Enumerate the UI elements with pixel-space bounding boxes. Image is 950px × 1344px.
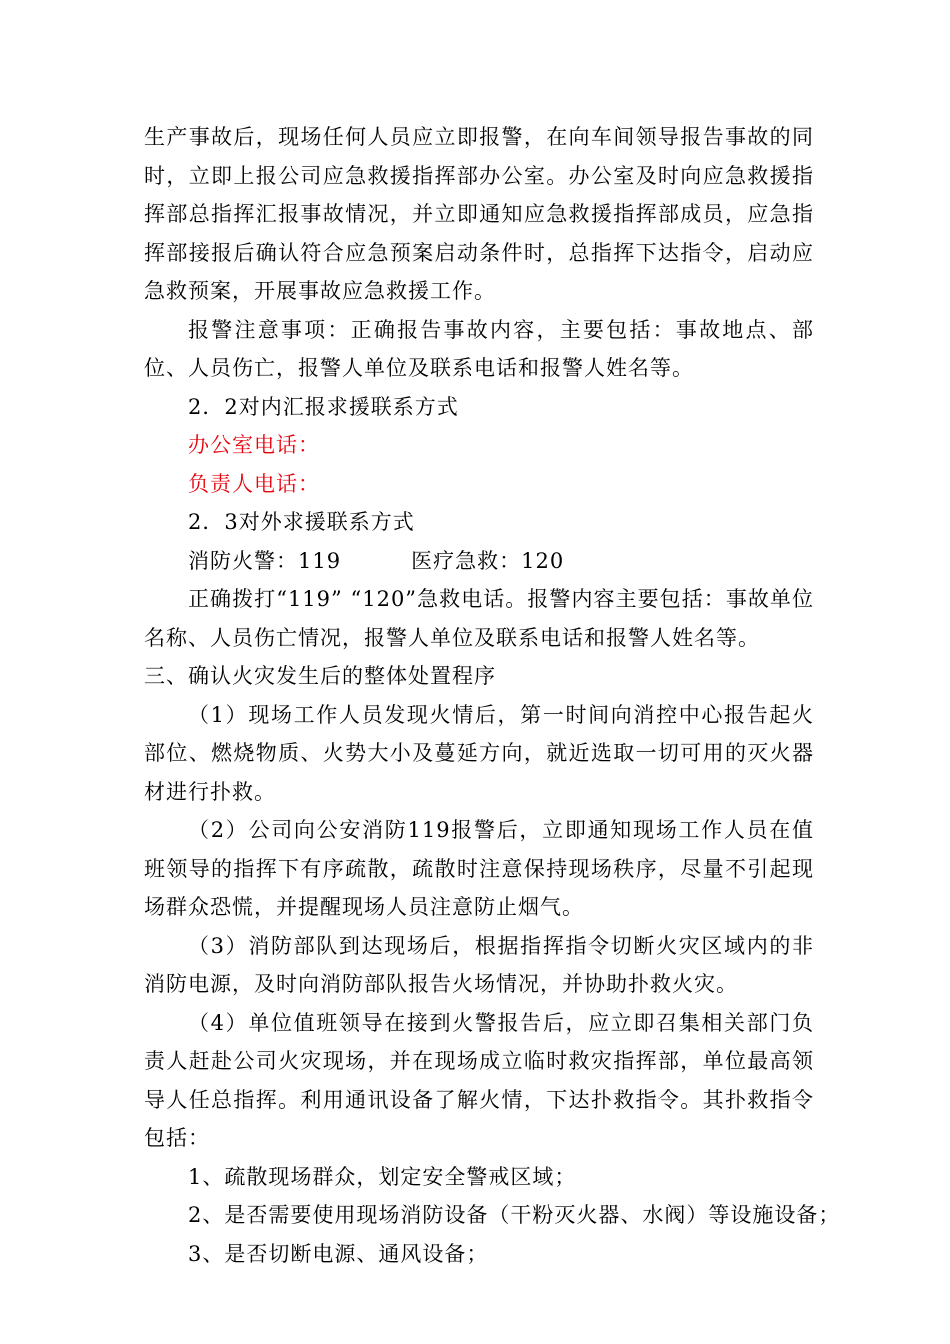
section-heading-fire-procedure: 三、确认火灾发生后的整体处置程序 [144, 664, 496, 688]
instruction-item-1: 1、疏散现场群众，划定安全警戒区域； [188, 1164, 577, 1189]
instruction-item-3: 3、是否切断电源、通风设备； [188, 1241, 489, 1266]
paragraph-alarm-notes: 报警注意事项：正确报告事故内容，主要包括：事故地点、部位、人员伤亡，报警人单位及联系电话和报警人姓名等。 [144, 317, 814, 380]
procedure-step-1: （1）现场工作人员发现火情后，第一时间向消控中心报告起火部位、燃烧物质、火势大小及蔓延方向，就近选取一切可用的灭火器材进行扑救。 [144, 702, 814, 804]
procedure-step-4: （4）单位值班领导在接到火警报告后，应立即召集相关部门负责人赶赴公司火灾现场，并在现场成立临时救灾指挥部，单位最高领导人任总指挥。利用通讯设备了解火情，下达扑救指令。其扑救指令包括： [144, 1010, 814, 1150]
medical-aid-number: 医疗急救：120 [411, 548, 565, 573]
heading-external-contacts: 2．3对外求援联系方式 [188, 510, 415, 534]
procedure-step-3: （3）消防部队到达现场后，根据指挥指令切断火灾区域内的非消防电源，及时向消防部队报告火场情况，并协助扑救火灾。 [144, 933, 814, 996]
fire-alarm-number: 消防火警：119 [188, 548, 342, 573]
emergency-numbers-line [144, 542, 814, 581]
heading-internal-contacts: 2．2对内汇报求援联系方式 [188, 394, 459, 419]
document-body [144, 118, 841, 1273]
instruction-item-2: 2、是否需要使用现场消防设备（干粉灭火器、水阀）等设施设备； [188, 1203, 841, 1227]
paragraph-incident-reporting: 生产事故后，现场任何人员应立即报警，在向车间领导报告事故的同时，立即上报公司应急救援指挥部办公室。办公室及时向应急救援指挥部总指挥汇报事故情况，并立即通知应急救援指挥部成员，应急指挥部接报后确认符合应急预案启动条件时，总指挥下达指令，启动应急救预案，开展事故应急救援工作。 [144, 125, 814, 303]
paragraph-dial-instructions: 正确拨打“119” “120”急救电话。报警内容主要包括：事故单位名称、人员伤亡情况，报警人单位及联系电话和报警人姓名等。 [144, 587, 814, 650]
leader-phone-label: 负责人电话： [188, 471, 320, 496]
procedure-step-2: （2）公司向公安消防119报警后，立即通知现场工作人员在值班领导的指挥下有序疏散，疏散时注意保持现场秩序，尽量不引起现场群众恐慌，并提醒现场人员注意防止烟气。 [144, 818, 814, 919]
office-phone-label: 办公室电话： [188, 433, 320, 457]
